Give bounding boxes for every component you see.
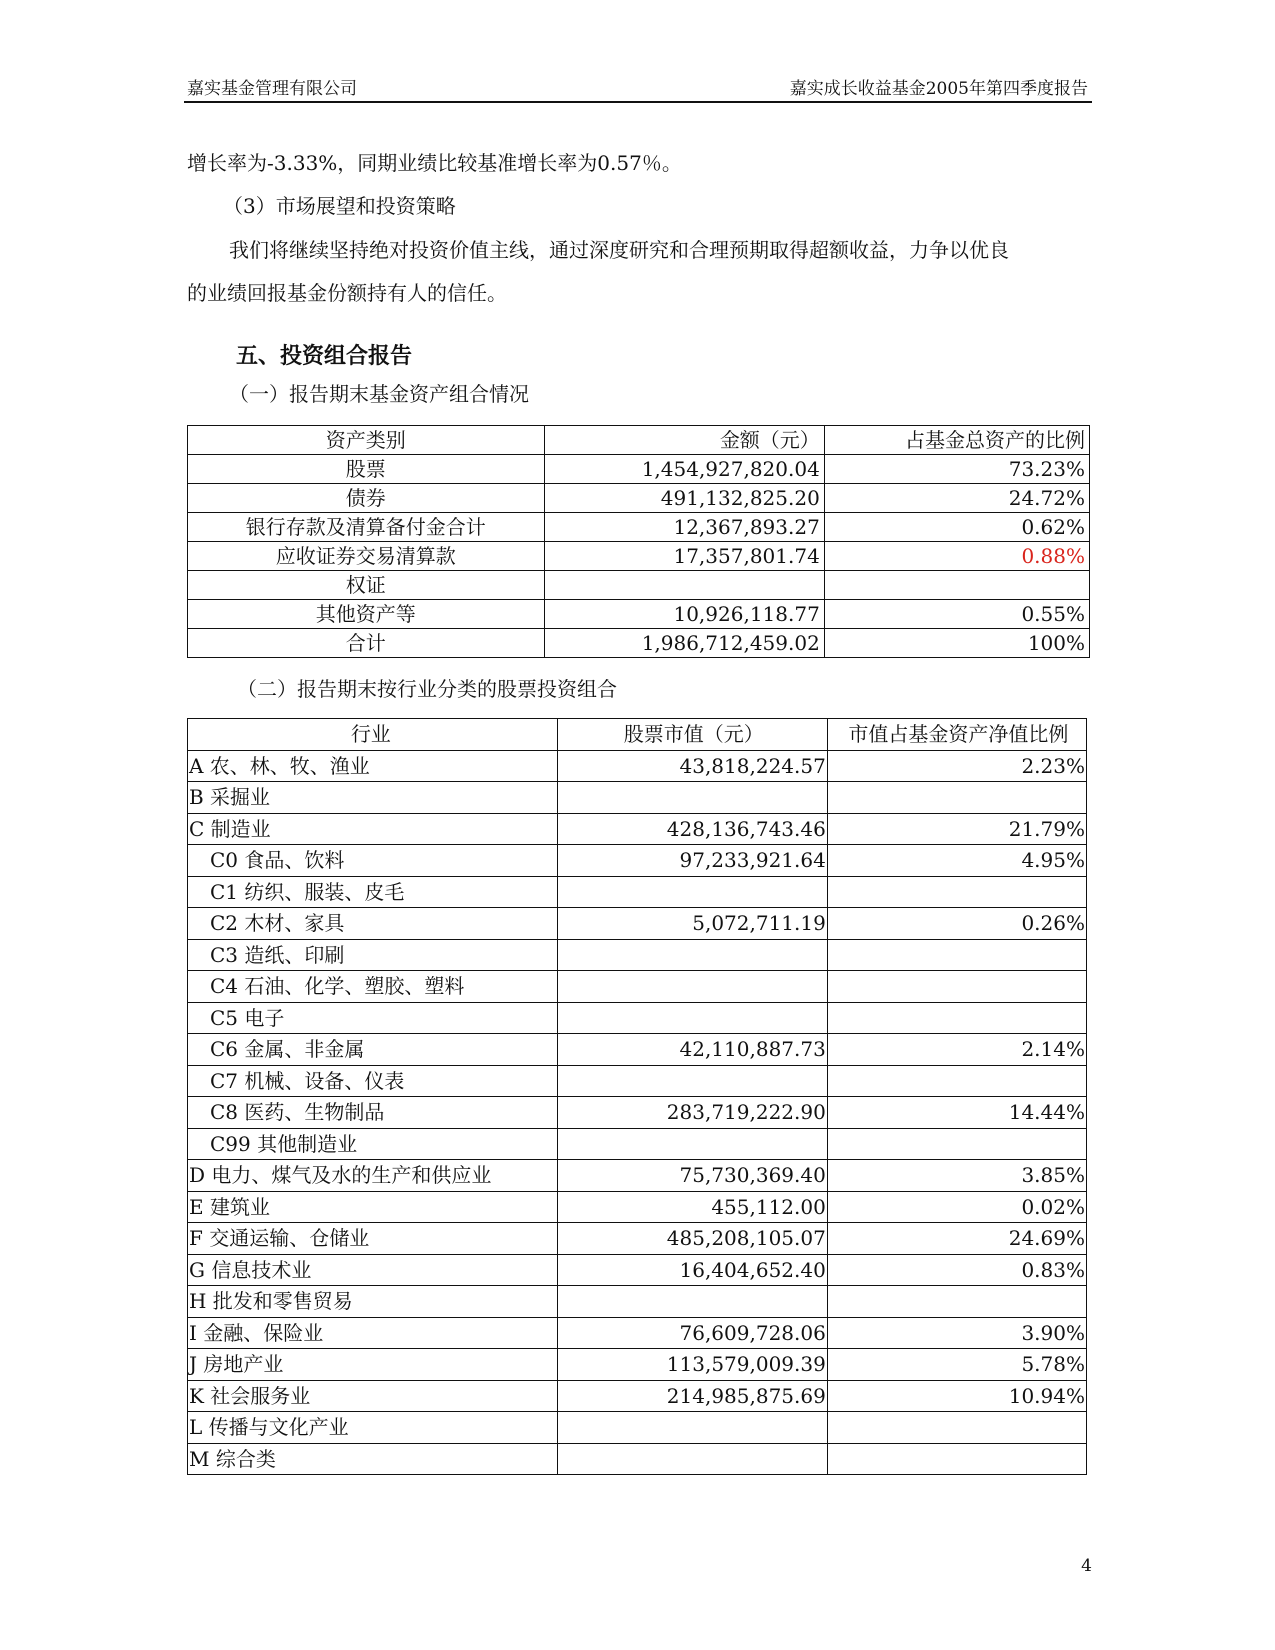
industry-name-cell: C1 纺织、服装、皮毛: [188, 876, 558, 908]
asset-category-cell: 银行存款及清算备付金合计: [188, 513, 545, 542]
industry-name-cell: F 交通运输、仓储业: [188, 1223, 558, 1255]
industry-ratio-cell: 24.69%: [827, 1223, 1086, 1255]
industry-value-cell: 42,110,887.73: [557, 1034, 827, 1066]
table-row: [188, 1380, 1087, 1412]
asset-category-cell: 其他资产等: [188, 600, 545, 629]
section-title: 五、投资组合报告: [236, 343, 413, 369]
industry-name-cell: G 信息技术业: [188, 1254, 558, 1286]
industry-name-cell: C5 电子: [188, 1002, 558, 1034]
industry-name-cell: E 建筑业: [188, 1191, 558, 1223]
industry-value-cell: 428,136,743.46: [557, 813, 827, 845]
industry-ratio-cell: 0.26%: [827, 908, 1086, 940]
header-report-title: 嘉实成长收益基金2005年第四季度报告: [789, 79, 1088, 99]
table-row: [188, 1065, 1087, 1097]
table-row: [188, 782, 1087, 814]
industry-value-cell: 16,404,652.40: [557, 1254, 827, 1286]
asset-category-cell: 权证: [188, 571, 545, 600]
column-header: 股票市值（元）: [557, 719, 827, 751]
industry-ratio-cell: [827, 1128, 1086, 1160]
column-header: 行业: [188, 719, 558, 751]
table-row: [188, 1097, 1087, 1129]
industry-value-cell: [557, 1412, 827, 1444]
industry-name-cell: C8 医药、生物制品: [188, 1097, 558, 1129]
asset-table-caption: （一）报告期末基金资产组合情况: [229, 382, 529, 406]
asset-amount-cell: 10,926,118.77: [544, 600, 824, 629]
industry-ratio-cell: 2.23%: [827, 750, 1086, 782]
industry-name-cell: M 综合类: [188, 1443, 558, 1475]
table-row: [188, 750, 1087, 782]
asset-category-cell: 合计: [188, 629, 545, 658]
table-row: [188, 939, 1087, 971]
table-header-row: [188, 719, 1087, 751]
asset-ratio-cell: 0.88%: [824, 542, 1089, 571]
industry-name-cell: J 房地产业: [188, 1349, 558, 1381]
industry-value-cell: [557, 971, 827, 1003]
table-header-row: [188, 426, 1090, 455]
table-row: [188, 484, 1090, 513]
table-row: [188, 571, 1090, 600]
header-rule: [184, 101, 1092, 103]
industry-ratio-cell: 14.44%: [827, 1097, 1086, 1129]
industry-ratio-cell: [827, 876, 1086, 908]
industry-ratio-cell: [827, 782, 1086, 814]
industry-name-cell: C0 食品、饮料: [188, 845, 558, 877]
table-row: [188, 513, 1090, 542]
asset-ratio-cell: 100%: [824, 629, 1089, 658]
industry-value-cell: 76,609,728.06: [557, 1317, 827, 1349]
industry-value-cell: 97,233,921.64: [557, 845, 827, 877]
industry-name-cell: L 传播与文化产业: [188, 1412, 558, 1444]
industry-ratio-cell: 3.90%: [827, 1317, 1086, 1349]
table-row: [188, 845, 1087, 877]
industry-ratio-cell: [827, 939, 1086, 971]
industry-ratio-cell: 10.94%: [827, 1380, 1086, 1412]
table-row: [188, 813, 1087, 845]
industry-ratio-cell: 4.95%: [827, 845, 1086, 877]
industry-name-cell: A 农、林、牧、渔业: [188, 750, 558, 782]
asset-ratio-cell: 73.23%: [824, 455, 1089, 484]
asset-category-cell: 债券: [188, 484, 545, 513]
table-row: [188, 1286, 1087, 1318]
industry-name-cell: C4 石油、化学、塑胶、塑料: [188, 971, 558, 1003]
industry-value-cell: [557, 1443, 827, 1475]
industry-ratio-cell: [827, 1002, 1086, 1034]
column-header: 资产类别: [188, 426, 545, 455]
asset-ratio-cell: [824, 571, 1089, 600]
industry-ratio-cell: [827, 971, 1086, 1003]
industry-ratio-cell: 21.79%: [827, 813, 1086, 845]
industry-value-cell: [557, 939, 827, 971]
industry-stock-table: [187, 718, 1087, 1475]
table-row: [188, 1254, 1087, 1286]
industry-value-cell: 455,112.00: [557, 1191, 827, 1223]
industry-ratio-cell: [827, 1412, 1086, 1444]
asset-amount-cell: 12,367,893.27: [544, 513, 824, 542]
industry-ratio-cell: 3.85%: [827, 1160, 1086, 1192]
header-company: 嘉实基金管理有限公司: [187, 79, 357, 99]
column-header: 市值占基金资产净值比例: [827, 719, 1086, 751]
asset-category-cell: 应收证券交易清算款: [188, 542, 545, 571]
industry-value-cell: 485,208,105.07: [557, 1223, 827, 1255]
table-row: [188, 1317, 1087, 1349]
asset-amount-cell: 1,454,927,820.04: [544, 455, 824, 484]
industry-ratio-cell: [827, 1443, 1086, 1475]
table-row: [188, 1191, 1087, 1223]
industry-value-cell: 5,072,711.19: [557, 908, 827, 940]
table-row: [188, 1443, 1087, 1475]
table-row: [188, 971, 1087, 1003]
table-row: [188, 600, 1090, 629]
industry-name-cell: D 电力、煤气及水的生产和供应业: [188, 1160, 558, 1192]
industry-name-cell: C99 其他制造业: [188, 1128, 558, 1160]
industry-ratio-cell: [827, 1286, 1086, 1318]
table-row: [188, 1002, 1087, 1034]
industry-value-cell: [557, 1128, 827, 1160]
page-number: 4: [1081, 1556, 1092, 1576]
paragraph-strategy-line1: 我们将继续坚持绝对投资价值主线，通过深度研究和合理预期取得超额收益，力争以优良: [229, 238, 1009, 262]
industry-name-cell: B 采掘业: [188, 782, 558, 814]
industry-ratio-cell: 0.02%: [827, 1191, 1086, 1223]
asset-allocation-table: [187, 425, 1090, 658]
table-row: [188, 876, 1087, 908]
industry-name-cell: H 批发和零售贸易: [188, 1286, 558, 1318]
industry-name-cell: K 社会服务业: [188, 1380, 558, 1412]
industry-name-cell: C7 机械、设备、仪表: [188, 1065, 558, 1097]
asset-ratio-cell: 0.55%: [824, 600, 1089, 629]
industry-name-cell: C3 造纸、印刷: [188, 939, 558, 971]
industry-name-cell: I 金融、保险业: [188, 1317, 558, 1349]
paragraph-subheading-outlook: （3）市场展望和投资策略: [223, 194, 456, 218]
industry-name-cell: C 制造业: [188, 813, 558, 845]
asset-amount-cell: 1,986,712,459.02: [544, 629, 824, 658]
industry-value-cell: [557, 1286, 827, 1318]
table-row: [188, 1160, 1087, 1192]
industry-value-cell: 283,719,222.90: [557, 1097, 827, 1129]
table-row: [188, 1223, 1087, 1255]
industry-value-cell: 113,579,009.39: [557, 1349, 827, 1381]
industry-ratio-cell: [827, 1065, 1086, 1097]
industry-table-caption: （二）报告期末按行业分类的股票投资组合: [237, 677, 617, 701]
industry-value-cell: [557, 876, 827, 908]
paragraph-growth-rate: 增长率为-3.33%，同期业绩比较基准增长率为0.57％。: [187, 151, 682, 175]
table-row: [188, 542, 1090, 571]
column-header: 占基金总资产的比例: [824, 426, 1089, 455]
industry-name-cell: C6 金属、非金属: [188, 1034, 558, 1066]
table-row: [188, 1349, 1087, 1381]
asset-ratio-cell: 24.72%: [824, 484, 1089, 513]
asset-amount-cell: 491,132,825.20: [544, 484, 824, 513]
table-row: [188, 1034, 1087, 1066]
industry-value-cell: 214,985,875.69: [557, 1380, 827, 1412]
column-header: 金额（元）: [544, 426, 824, 455]
table-row: [188, 908, 1087, 940]
table-row: [188, 1128, 1087, 1160]
asset-amount-cell: [544, 571, 824, 600]
table-row: [188, 455, 1090, 484]
industry-ratio-cell: 5.78%: [827, 1349, 1086, 1381]
asset-ratio-cell: 0.62%: [824, 513, 1089, 542]
industry-value-cell: 75,730,369.40: [557, 1160, 827, 1192]
industry-ratio-cell: 0.83%: [827, 1254, 1086, 1286]
industry-name-cell: C2 木材、家具: [188, 908, 558, 940]
industry-value-cell: [557, 1002, 827, 1034]
industry-value-cell: [557, 1065, 827, 1097]
industry-value-cell: [557, 782, 827, 814]
asset-category-cell: 股票: [188, 455, 545, 484]
asset-amount-cell: 17,357,801.74: [544, 542, 824, 571]
table-row: [188, 629, 1090, 658]
industry-value-cell: 43,818,224.57: [557, 750, 827, 782]
industry-ratio-cell: 2.14%: [827, 1034, 1086, 1066]
paragraph-strategy-line2: 的业绩回报基金份额持有人的信任。: [187, 281, 507, 305]
table-row: [188, 1412, 1087, 1444]
